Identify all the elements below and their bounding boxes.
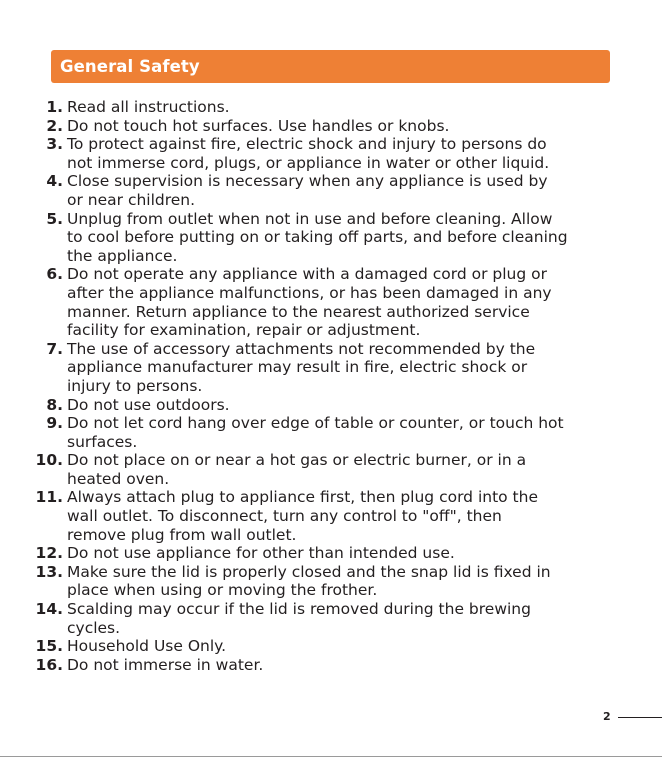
safety-item-number: 6.: [46, 265, 63, 284]
safety-item: [0, 488, 662, 544]
safety-item: [0, 656, 662, 675]
safety-item: [0, 340, 662, 396]
safety-item-number: 10.: [35, 451, 63, 470]
safety-item-text-line: the appliance.: [67, 246, 178, 265]
safety-item-text-line: Scalding may occur if the lid is removed during the brewing: [67, 600, 531, 619]
safety-item-text-line: Do not operate any appliance with a damaged cord or plug or: [67, 265, 548, 284]
safety-item: [0, 396, 662, 415]
safety-item-text-line: Read all instructions.: [67, 98, 230, 116]
safety-item-text-line: remove plug from wall outlet.: [67, 525, 297, 544]
safety-item-text-line: facility for examination, repair or adjustment.: [67, 321, 421, 340]
safety-item-text-line: Do not let cord hang over edge of table or counter, or touch hot: [67, 414, 564, 433]
safety-item: [0, 172, 662, 209]
safety-item-text-line: not immerse cord, plugs, or appliance in water or other liquid.: [67, 153, 550, 172]
safety-item-text-line: Close supervision is necessary when any appliance is used by: [67, 172, 548, 191]
safety-item-text-line: To protect against fire, electric shock and injury to persons do: [67, 135, 547, 154]
safety-item-text-line: Do not immerse in water.: [67, 655, 264, 674]
safety-item-text-line: after the appliance malfunctions, or has been damaged in any: [67, 283, 552, 302]
safety-item-text-line: cycles.: [67, 618, 121, 637]
safety-item: [0, 451, 662, 488]
safety-item-number: 15.: [35, 637, 63, 656]
safety-item: [0, 210, 662, 266]
safety-item-number: 9.: [46, 414, 63, 433]
section-banner: [51, 50, 610, 83]
safety-item-text-line: injury to persons.: [67, 376, 203, 395]
safety-item-number: 2.: [46, 116, 63, 135]
safety-item: [0, 563, 662, 600]
safety-item: [0, 637, 662, 656]
safety-item-text-line: Do not use outdoors.: [67, 395, 230, 414]
safety-item-number: 13.: [35, 562, 63, 581]
safety-item-number: 3.: [46, 135, 63, 154]
safety-item: [0, 265, 662, 339]
safety-item-text-line: Household Use Only.: [67, 637, 227, 656]
safety-item: [0, 135, 662, 172]
safety-item-text-line: place when using or moving the frother.: [67, 581, 378, 600]
safety-instructions-list: [0, 98, 662, 674]
safety-item-number: 16.: [35, 655, 63, 674]
safety-item-number: 1.: [46, 98, 63, 116]
safety-item: [0, 544, 662, 563]
safety-item-text-line: Do not use appliance for other than intended use.: [67, 544, 455, 563]
safety-item-number: 7.: [46, 339, 63, 358]
safety-item-text-line: Always attach plug to appliance first, then plug cord into the: [67, 488, 538, 507]
safety-item-number: 12.: [35, 544, 63, 563]
safety-item-number: 8.: [46, 395, 63, 414]
footer-rule: [618, 717, 662, 718]
safety-item: [0, 98, 662, 117]
safety-item-text-line: surfaces.: [67, 432, 138, 451]
safety-item-text-line: heated oven.: [67, 469, 170, 488]
section-title: General Safety: [60, 57, 200, 76]
safety-item-text-line: Do not touch hot surfaces. Use handles or knobs.: [67, 116, 450, 135]
safety-item-number: 5.: [46, 209, 63, 228]
safety-item-text-line: Make sure the lid is properly closed and the snap lid is fixed in: [67, 562, 551, 581]
safety-item-text-line: The use of accessory attachments not recommended by the: [67, 339, 536, 358]
safety-item-text-line: to cool before putting on or taking off parts, and before cleaning: [67, 228, 568, 247]
safety-item: [0, 117, 662, 136]
safety-item-text-line: appliance manufacturer may result in fire, electric shock or: [67, 358, 528, 377]
safety-item-number: 4.: [46, 172, 63, 191]
safety-item: [0, 414, 662, 451]
safety-item-text-line: or near children.: [67, 190, 196, 209]
page-number: 2: [603, 710, 611, 723]
safety-item-text-line: wall outlet. To disconnect, turn any control to "off", then: [67, 507, 502, 526]
safety-item-number: 14.: [35, 600, 63, 619]
safety-item-number: 11.: [35, 488, 63, 507]
safety-item-text-line: Do not place on or near a hot gas or electric burner, or in a: [67, 451, 527, 470]
safety-item-text-line: Unplug from outlet when not in use and before cleaning. Allow: [67, 209, 553, 228]
safety-item-text-line: manner. Return appliance to the nearest authorized service: [67, 302, 530, 321]
safety-item: [0, 600, 662, 637]
